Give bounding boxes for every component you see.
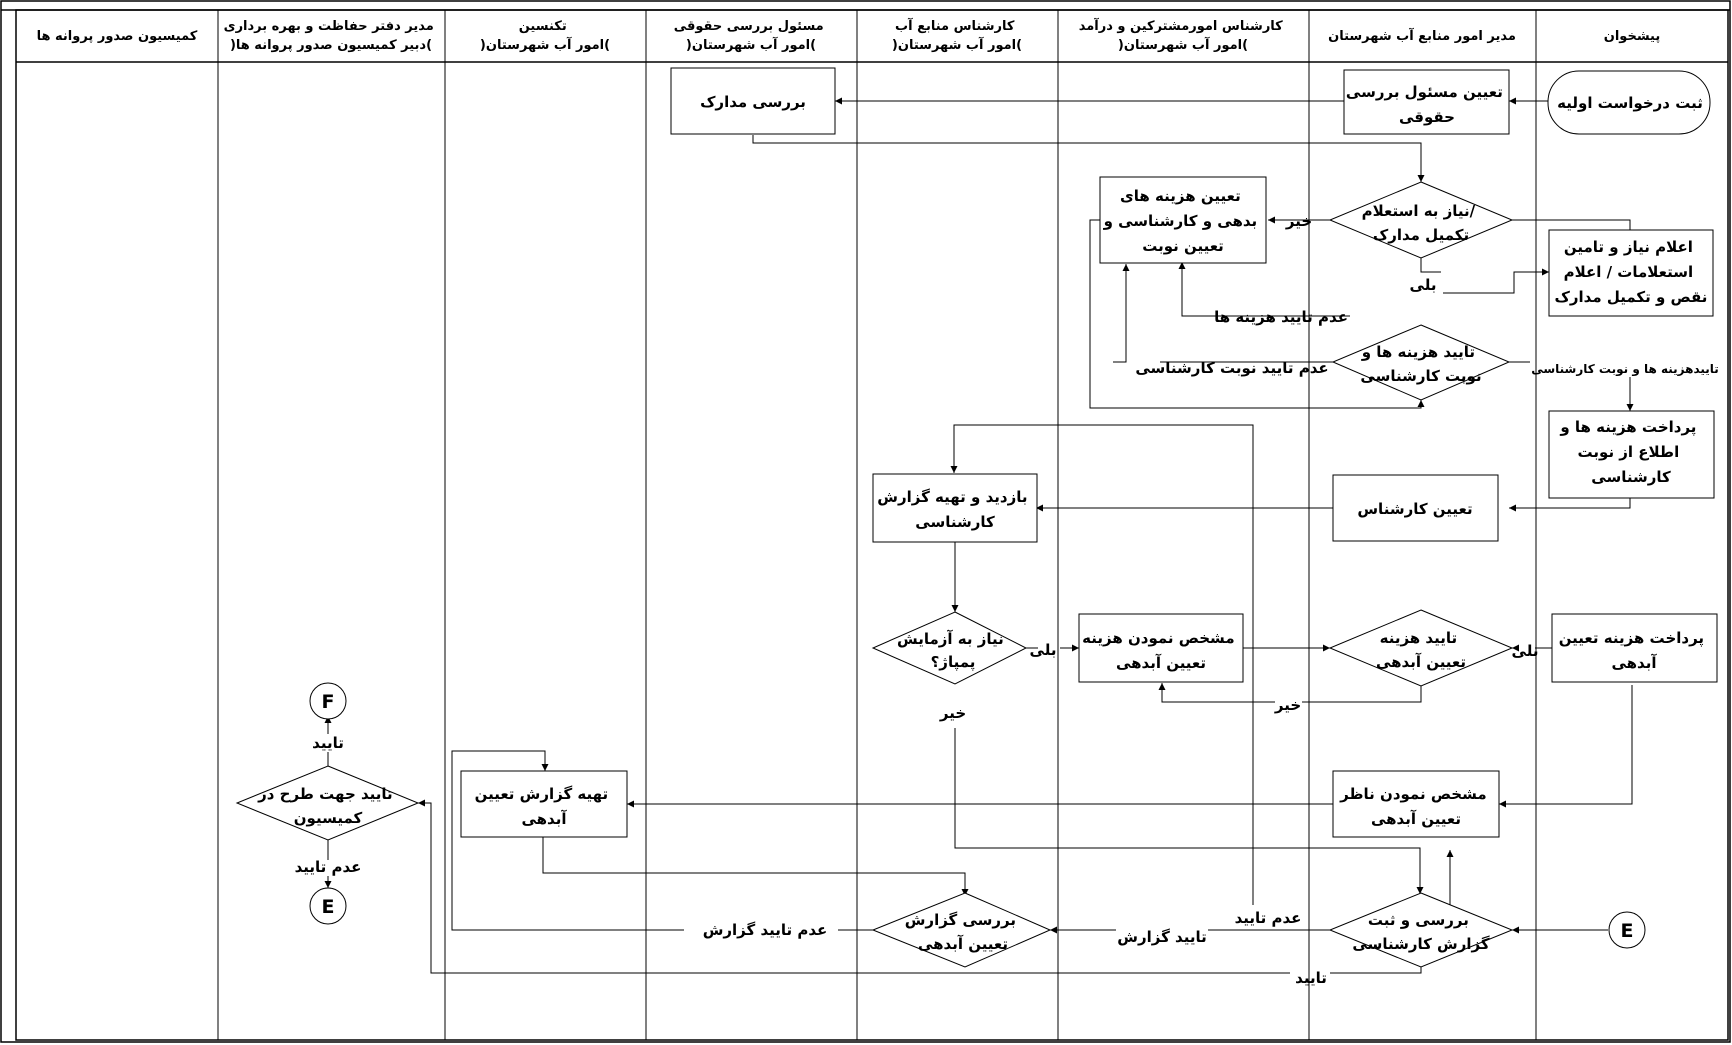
lane-header-customer-expert: کارشناس امورمشترکین و درآمد )امور آب شهرستان( [1078, 19, 1283, 53]
lane-header-county-manager: مدیر امور منابع آب شهرستان [1328, 29, 1516, 44]
edge-approve-cost-yes-down [1499, 685, 1632, 804]
label-pay-yield-yes: بلی [1511, 642, 1539, 660]
node-set-costs: تعیین هزینه های بدهی و کارشناسی و تعیین نوبت [1103, 187, 1258, 255]
node-review-expert-diamond [1330, 893, 1512, 967]
node-need-test: نیاز به آزمایش پمپاژ؟ [897, 630, 1004, 671]
node-review-expert: بررسی و ثبت گزارش کارشناسی [1352, 911, 1490, 953]
node-announce-needs: اعلام نیاز و تامین استعلامات / اعلام نقص و تکمیل مدارک [1554, 238, 1708, 306]
node-approve-cost: تایید هزینه تعیین آبدهی [1375, 629, 1467, 671]
node-need-inquiry: نیاز به استعلام/ تکمیل مدارک [1361, 202, 1476, 244]
label-approve-cost-no: خیر [1274, 696, 1302, 714]
lane-header-applicant: پیشخوان [1603, 29, 1661, 44]
node-approve-costs: تایید هزینه ها و نوبت کارشناسی [1360, 343, 1482, 385]
label-expert-rejected: عدم تایید [1234, 909, 1302, 927]
label-approved-to-commission: تایید [1295, 969, 1327, 987]
node-review-yield-diamond [873, 893, 1050, 967]
node-assign-legal: تعیین مسئول بررسی حقوقی [1345, 83, 1503, 126]
node-specify-cost: مشخص نمودن هزینه تعیین آبدهی [1082, 629, 1235, 672]
node-assign-supervisor: مشخص نمودن ناظر تعیین آبدهی [1340, 785, 1487, 828]
label-inquiry-no: خیر [1285, 212, 1313, 230]
label-cost-rejected: عدم تایید هزینه ها [1214, 308, 1348, 326]
label-commission-approved: تایید [312, 734, 344, 752]
lane-header-legal: مسئول بررسی حقوقی )امور آب شهرستان( [673, 19, 824, 53]
label-commission-rejected: عدم تایید [294, 858, 362, 876]
node-review-docs: بررسی مدارک [700, 93, 806, 111]
edge-inquiry-yes [1421, 258, 1549, 293]
connector-f: F [321, 691, 335, 713]
lane-header-commission: کمیسیون صدور پروانه ها [36, 29, 198, 44]
node-review-yield: بررسی گزارش تعیین آبدهی [904, 911, 1017, 953]
edge-yield-report-to-review [543, 837, 965, 896]
node-approve-cost-diamond [1330, 610, 1512, 686]
edge-review-to-inquiry [753, 135, 1421, 182]
label-turn-rejected: عدم تایید نوبت کارشناسی [1135, 359, 1329, 377]
node-need-test-diamond [873, 612, 1026, 684]
label-need-test-yes: بلی [1029, 641, 1057, 659]
edge-labels [295, 212, 1719, 987]
node-visit-report-box [873, 474, 1037, 542]
node-visit-report: بازدید و تهیه گزارش کارشناسی [877, 488, 1028, 531]
edge-pay-to-assign-expert [1509, 498, 1630, 508]
lane-header-technician: تکنسین )امور آب شهرستان( [479, 19, 611, 53]
label-approved-costs-turn: تاییدهزینه ها و نوبت کارشناسی [1531, 362, 1719, 376]
node-need-inquiry-diamond [1330, 182, 1512, 258]
lane-header-water-expert: کارشناس منابع آب )امور آب شهرستان( [891, 19, 1023, 53]
node-approve-costs-diamond [1333, 325, 1509, 400]
node-assign-expert: تعیین کارشناس [1357, 500, 1473, 518]
label-report-rejected: عدم تایید گزارش [702, 921, 828, 939]
node-pay-costs: پرداخت هزینه ها و اطلاع از نوبت کارشناسی [1560, 418, 1697, 486]
label-need-test-no: خیر [939, 704, 967, 722]
edge-announce-to-inquiry [1512, 220, 1630, 230]
lane-header-office-manager: مدیر دفتر حفاظت و بهره برداری )دبیر کمیسیون صدور پروانه ها( [223, 19, 434, 53]
node-yield-report: تهیه گزارش تعیین آبدهی [474, 785, 609, 828]
node-commission-approve-diamond [237, 766, 418, 840]
connector-e-bottom: E [321, 896, 335, 918]
label-inquiry-yes: بلی [1409, 276, 1437, 294]
connector-e-right: E [1620, 920, 1634, 942]
node-pay-yield: پرداخت هزینه تعیین آبدهی [1558, 629, 1705, 672]
node-commission-approve: تایید جهت طرح در کمیسیون [258, 785, 393, 827]
node-start: ثبت درخواست اولیه [1557, 94, 1703, 112]
lane-headers [37, 17, 1661, 53]
label-report-approved: تایید گزارش [1117, 928, 1207, 946]
